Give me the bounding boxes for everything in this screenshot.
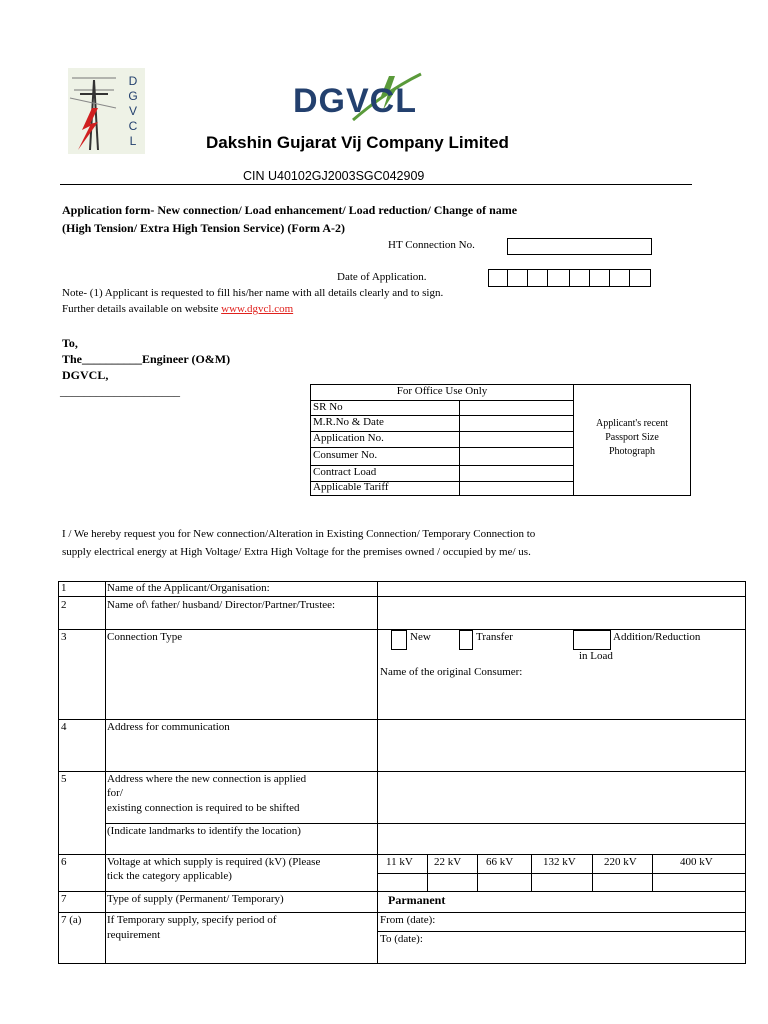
- voltage-22kv[interactable]: 22 kV: [434, 856, 462, 868]
- row-6-number: 6: [61, 856, 67, 868]
- photo-placeholder: Applicant's recent Passport Size Photograph: [595, 418, 669, 457]
- option-addition-line2: in Load: [579, 650, 613, 662]
- row-7-number: 7: [61, 893, 67, 905]
- note-line-1: Note- (1) Applicant is requested to fill his/her name with all details clearly and to sign.: [62, 287, 444, 299]
- transfer-checkbox[interactable]: [459, 630, 473, 650]
- premises-address-field[interactable]: [378, 772, 744, 821]
- row-4-label: Address for communication: [107, 721, 230, 733]
- ht-connection-label: HT Connection No.: [388, 239, 475, 251]
- to-label: To,: [62, 336, 78, 350]
- original-consumer-label: Name of the original Consumer:: [380, 666, 523, 678]
- form-title-1: Application form- New connection/ Load enhancement/ Load reduction/ Change of name: [62, 203, 518, 217]
- row-7a-label-2: requirement: [107, 929, 161, 941]
- header-divider: [60, 184, 692, 185]
- row-7a-number: 7 (a): [61, 914, 82, 926]
- company-name: Dakshin Gujarat Vij Company Limited: [206, 133, 509, 152]
- signature-line: ____________________: [60, 384, 180, 398]
- dgvcl-logo: [293, 70, 448, 126]
- office-row-contract-load: Contract Load: [313, 466, 377, 478]
- voltage-400kv[interactable]: 400 kV: [680, 856, 713, 868]
- row-1-number: 1: [61, 582, 67, 594]
- engineer-label: The__________Engineer (O&M): [62, 352, 231, 366]
- date-label: Date of Application.: [337, 271, 427, 283]
- from-date-label[interactable]: From (date):: [380, 914, 436, 926]
- office-row-mr-no: M.R.No & Date: [313, 416, 384, 428]
- date-input[interactable]: [488, 269, 651, 287]
- option-addition: Addition/Reduction: [613, 631, 701, 643]
- row-3-label: Connection Type: [107, 631, 183, 643]
- row-2-number: 2: [61, 599, 67, 611]
- logo-text: DGVCL: [293, 82, 417, 120]
- communication-address-field[interactable]: [378, 720, 744, 769]
- request-line-1: I / We hereby request you for New connection/Alteration in Existing Connection/ Temporary Connection to: [62, 528, 536, 540]
- row-5-label-1: Address where the new connection is applied: [107, 773, 307, 785]
- option-transfer: Transfer: [476, 631, 513, 643]
- applicant-name-field[interactable]: [378, 582, 744, 595]
- office-row-application-no: Application No.: [313, 432, 384, 444]
- row-1-label: Name of the Applicant/Organisation:: [107, 582, 270, 594]
- office-row-tariff: Applicable Tariff: [313, 481, 389, 493]
- row-6-label-1: Voltage at which supply is required (kV) (Please: [107, 856, 321, 868]
- addition-checkbox[interactable]: [573, 630, 611, 650]
- logo-letter: L: [129, 134, 137, 148]
- note-line-2: [62, 303, 293, 315]
- ht-connection-input[interactable]: [507, 238, 652, 255]
- row-5-label-4: (Indicate landmarks to identify the location): [107, 825, 301, 837]
- request-line-2: supply electrical energy at High Voltage/ Extra High Voltage for the premises owned / occupied by me/ us.: [62, 546, 531, 558]
- row-5-label-2: for/: [107, 787, 123, 799]
- row-3-number: 3: [61, 631, 67, 643]
- power-tower-icon: [68, 68, 118, 154]
- row-6-label-2: tick the category applicable): [107, 870, 232, 882]
- office-use-title: For Office Use Only: [396, 385, 488, 397]
- logo-letter: G: [128, 89, 138, 103]
- office-row-consumer-no: Consumer No.: [313, 449, 378, 461]
- logo-letter: V: [128, 104, 137, 118]
- guardian-name-field[interactable]: [378, 596, 744, 628]
- option-new: New: [410, 631, 431, 643]
- logo-letter: C: [128, 119, 138, 133]
- small-logo: [68, 68, 145, 154]
- dgvcl-label: DGVCL,: [62, 368, 109, 382]
- office-use-box: [310, 384, 691, 496]
- to-date-label[interactable]: To (date):: [380, 933, 423, 945]
- row-7a-label-1: If Temporary supply, specify period of: [107, 914, 277, 926]
- row-5-label-3: existing connection is required to be shifted: [107, 802, 300, 814]
- cin-number: CIN U40102GJ2003SGC042909: [243, 169, 425, 183]
- row-4-number: 4: [61, 721, 67, 733]
- supply-type-value[interactable]: Parmanent: [388, 893, 446, 907]
- form-title-2: (High Tension/ Extra High Tension Service) (Form A-2): [62, 221, 346, 235]
- note-prefix: Further details available on website: [62, 303, 222, 315]
- voltage-220kv[interactable]: 220 kV: [604, 856, 637, 868]
- office-row-sr-no: SR No: [313, 401, 343, 413]
- logo-letter: D: [128, 74, 138, 88]
- row-2-label: Name of\ father/ husband/ Director/Partner/Trustee:: [107, 599, 336, 611]
- row-5-number: 5: [61, 773, 67, 785]
- new-checkbox[interactable]: [391, 630, 407, 650]
- row-7-label: Type of supply (Permanent/ Temporary): [107, 893, 284, 905]
- voltage-66kv[interactable]: 66 kV: [486, 856, 514, 868]
- voltage-132kv[interactable]: 132 kV: [543, 856, 576, 868]
- voltage-11kv[interactable]: 11 kV: [386, 856, 413, 868]
- website-link[interactable]: www.dgvcl.com: [221, 303, 294, 315]
